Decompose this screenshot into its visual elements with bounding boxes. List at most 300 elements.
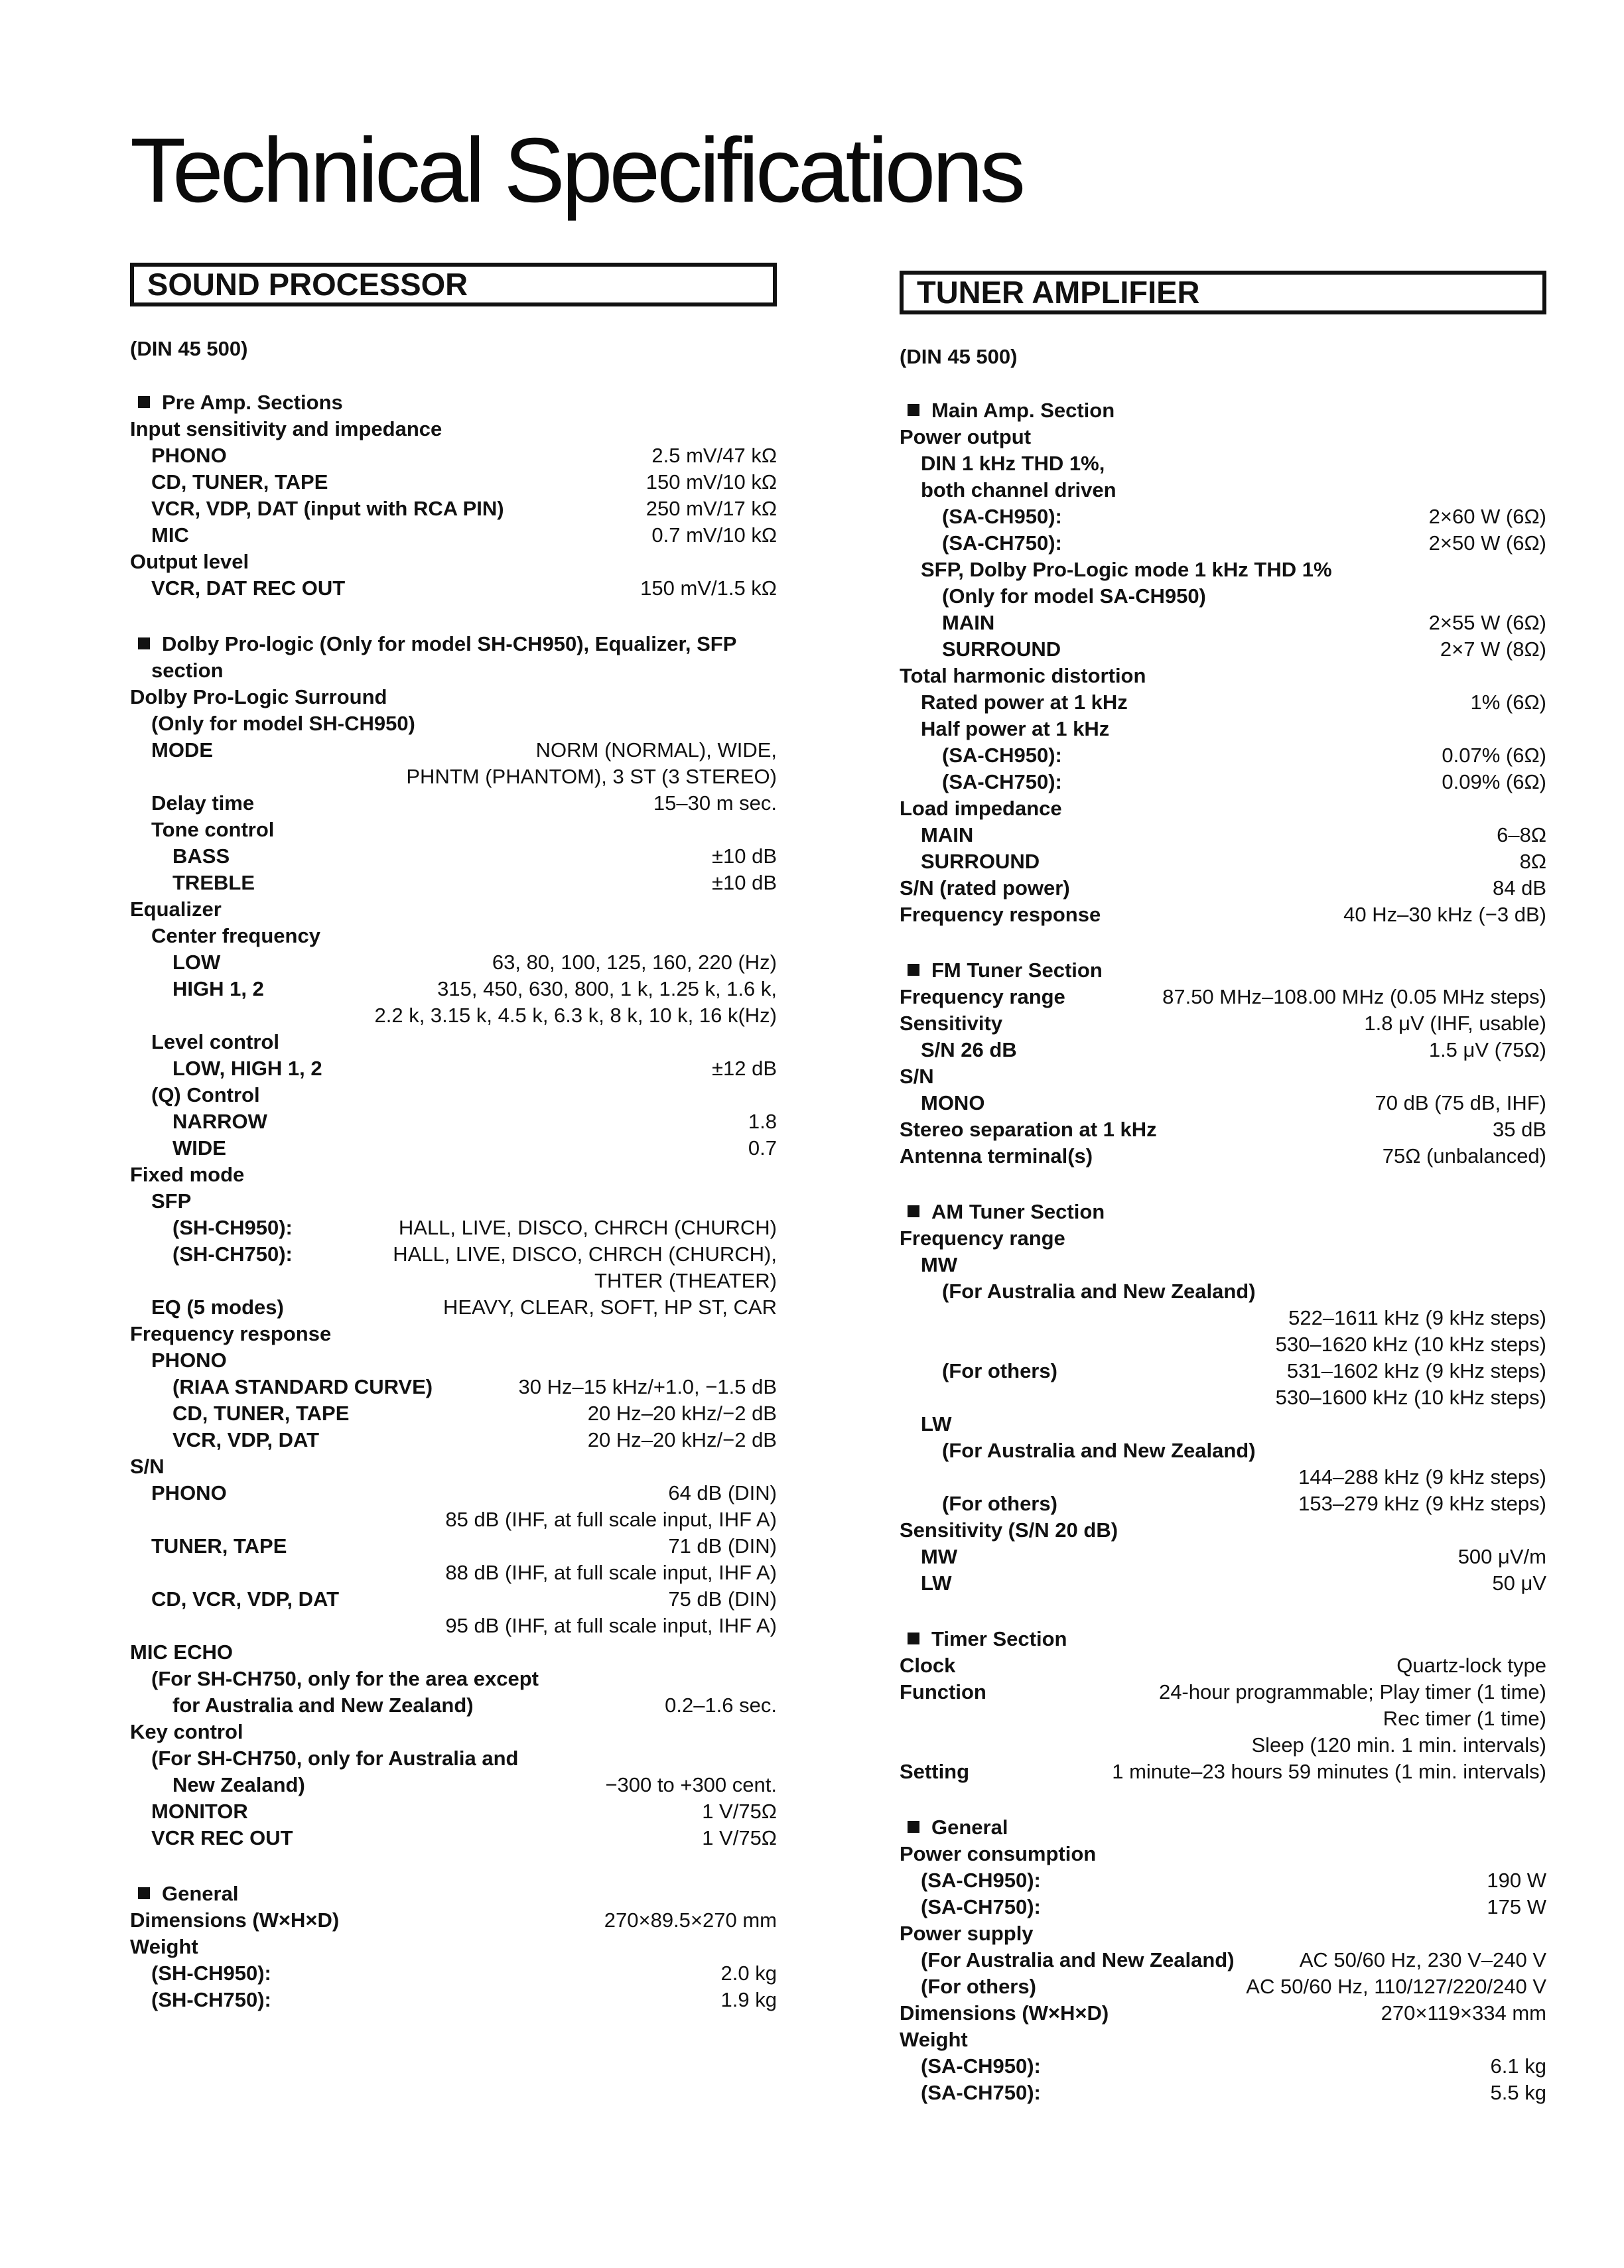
spec-label: (For SH-CH750, only for Australia and	[151, 1747, 519, 1770]
spec-row	[900, 477, 1546, 503]
spec-label: (SA-CH750):	[942, 770, 1062, 793]
spec-label: SURROUND	[921, 850, 1040, 873]
spec-group-title: General	[162, 1882, 239, 1905]
spec-value: 24-hour programmable; Play timer (1 time)	[1158, 1680, 1546, 1703]
spec-label: (SA-CH750):	[921, 1895, 1041, 1918]
spec-label: SFP	[151, 1189, 192, 1213]
spec-value: 0.2–1.6 sec.	[665, 1694, 777, 1717]
spec-label: VCR REC OUT	[151, 1826, 293, 1849]
spec-label: Weight	[130, 1935, 198, 1958]
spec-value: 0.7	[748, 1136, 777, 1160]
spec-value: 1.5 μV (75Ω)	[1428, 1038, 1546, 1061]
spec-group-heading	[900, 1199, 1546, 1225]
spec-label: Power supply	[900, 1922, 1034, 1945]
spec-row	[900, 875, 1546, 901]
spec-row	[130, 1798, 777, 1825]
spec-row	[130, 1241, 777, 1268]
spec-label: NARROW	[172, 1110, 267, 1133]
spec-row	[130, 575, 777, 602]
spec-row	[900, 901, 1546, 928]
spec-row	[130, 684, 777, 710]
spec-label: (For others)	[921, 1975, 1036, 1998]
spec-label: (For others)	[942, 1492, 1057, 1515]
spec-label: S/N (rated power)	[900, 876, 1070, 900]
spec-row	[900, 1464, 1546, 1491]
tuner-amplifier-groups	[900, 397, 1546, 2106]
spec-value: 8Ω	[1519, 850, 1546, 873]
spec-value: HEAVY, CLEAR, SOFT, HP ST, CAR	[442, 1296, 777, 1319]
spec-value: 35 dB	[1492, 1118, 1546, 1141]
spec-label: SFP, Dolby Pro-Logic mode 1 kHz THD 1%	[921, 558, 1332, 581]
spec-row	[900, 1705, 1546, 1732]
spec-label: (RIAA STANDARD CURVE)	[172, 1375, 433, 1398]
spec-row	[130, 790, 777, 817]
spec-label: Dimensions (W×H×D)	[900, 2001, 1109, 2025]
spec-group-title: AM Tuner Section	[931, 1200, 1105, 1223]
spec-value: 315, 450, 630, 800, 1 k, 1.25 k, 1.6 k,	[437, 977, 777, 1000]
spec-label: Sensitivity	[900, 1012, 1003, 1035]
spec-row	[130, 1666, 777, 1692]
spec-row	[900, 1090, 1546, 1116]
spec-row	[900, 1225, 1546, 1252]
spec-row	[130, 1453, 777, 1480]
spec-value: HALL, LIVE, DISCO, CHRCH (CHURCH),	[393, 1242, 777, 1266]
spec-row	[900, 1732, 1546, 1759]
spec-label: LW	[921, 1571, 952, 1595]
spec-row	[900, 848, 1546, 875]
spec-label: DIN 1 kHz THD 1%,	[921, 452, 1105, 475]
spec-value: 0.09% (6Ω)	[1442, 770, 1546, 793]
spec-group-title: FM Tuner Section	[931, 959, 1103, 982]
spec-row	[900, 1570, 1546, 1597]
spec-row	[130, 1560, 777, 1586]
spec-label: LOW	[172, 951, 221, 974]
spec-group-title: Pre Amp. Sections	[162, 391, 343, 414]
spec-value: 2.0 kg	[720, 1962, 777, 1985]
spec-row	[130, 1215, 777, 1241]
spec-label: Half power at 1 kHz	[921, 717, 1110, 740]
spec-row	[900, 1679, 1546, 1705]
spec-value: 250 mV/17 kΩ	[645, 497, 777, 520]
spec-group	[130, 631, 777, 1851]
spec-row	[130, 1639, 777, 1666]
spec-label: Fixed mode	[130, 1163, 245, 1186]
tuner-amplifier-heading: TUNER AMPLIFIER	[900, 271, 1546, 314]
spec-row	[130, 1108, 777, 1135]
sound-processor-column	[130, 263, 777, 2042]
spec-row	[900, 822, 1546, 848]
spec-label: S/N	[900, 1065, 934, 1088]
spec-label: Frequency range	[900, 1227, 1065, 1250]
spec-value: 20 Hz–20 kHz/−2 dB	[587, 1402, 777, 1425]
spec-value: 75Ω (unbalanced)	[1382, 1144, 1546, 1167]
square-bullet-icon	[908, 1633, 919, 1644]
spec-row	[900, 1920, 1546, 1947]
spec-value: 270×119×334 mm	[1381, 2001, 1546, 2025]
spec-row	[900, 1867, 1546, 1894]
spec-value: NORM (NORMAL), WIDE,	[535, 738, 777, 762]
spec-label: Function	[900, 1680, 986, 1703]
spec-label: PHONO	[151, 1481, 227, 1504]
spec-value: 522–1611 kHz (9 kHz steps)	[1288, 1306, 1546, 1329]
spec-label: CD, TUNER, TAPE	[172, 1402, 350, 1425]
spec-label: LW	[921, 1412, 952, 1435]
spec-label: BASS	[172, 844, 230, 868]
spec-row	[130, 549, 777, 575]
spec-value: 2.2 k, 3.15 k, 4.5 k, 6.3 k, 8 k, 10 k, 16 k(Hz)	[374, 1004, 777, 1027]
spec-label: PHONO	[151, 1349, 227, 1372]
spec-label: MODE	[151, 738, 213, 762]
spec-label: Power output	[900, 425, 1032, 448]
spec-value: 1 minute–23 hours 59 minutes (1 min. intervals)	[1112, 1760, 1546, 1783]
spec-row	[900, 2000, 1546, 2027]
spec-row	[900, 2053, 1546, 2080]
spec-group	[900, 1626, 1546, 1785]
spec-group-heading	[900, 957, 1546, 984]
spec-row	[130, 1082, 777, 1108]
spec-label: MONO	[921, 1091, 985, 1114]
page-title: Technical Specifications	[130, 119, 1023, 222]
spec-value: AC 50/60 Hz, 110/127/220/240 V	[1246, 1975, 1546, 1998]
spec-label: (SH-CH950):	[172, 1216, 293, 1239]
spec-row	[900, 1384, 1546, 1411]
spec-value: 15–30 m sec.	[653, 791, 777, 815]
spec-row	[130, 843, 777, 870]
spec-group-heading	[130, 389, 777, 416]
spec-label: Frequency range	[900, 985, 1065, 1008]
spec-row	[900, 450, 1546, 477]
spec-row	[130, 1934, 777, 1960]
spec-value: 1.9 kg	[720, 1988, 777, 2011]
spec-value: 150 mV/1.5 kΩ	[640, 576, 777, 600]
spec-value: 2×7 W (8Ω)	[1440, 637, 1546, 661]
spec-label: Load impedance	[900, 797, 1062, 820]
spec-row	[900, 1491, 1546, 1517]
spec-value: 2.5 mV/47 kΩ	[651, 444, 777, 467]
spec-row	[130, 1427, 777, 1453]
spec-row	[130, 764, 777, 790]
spec-row	[900, 1252, 1546, 1278]
spec-value: 500 μV/m	[1457, 1545, 1546, 1568]
spec-label: MW	[921, 1545, 958, 1568]
spec-label: TREBLE	[172, 871, 255, 894]
spec-row	[130, 737, 777, 764]
spec-row	[130, 1321, 777, 1347]
spec-row	[130, 522, 777, 549]
spec-value: 1 V/75Ω	[702, 1800, 777, 1823]
spec-value: THTER (THEATER)	[594, 1269, 777, 1292]
spec-value: 6–8Ω	[1497, 823, 1546, 846]
spec-row	[130, 416, 777, 442]
spec-row	[900, 984, 1546, 1010]
spec-row	[130, 1772, 777, 1798]
spec-value: 144–288 kHz (9 kHz steps)	[1298, 1465, 1546, 1489]
spec-label: (SA-CH950):	[942, 744, 1062, 767]
spec-row	[130, 1719, 777, 1745]
spec-row	[130, 469, 777, 496]
spec-label: (For Australia and New Zealand)	[942, 1280, 1256, 1303]
spec-label: (SA-CH750):	[942, 531, 1062, 555]
spec-group	[900, 1814, 1546, 2106]
spec-value: 1% (6Ω)	[1470, 691, 1546, 714]
spec-group	[130, 389, 777, 602]
square-bullet-icon	[138, 1887, 150, 1899]
spec-label: for Australia and New Zealand)	[172, 1694, 474, 1717]
spec-label: LOW, HIGH 1, 2	[172, 1057, 322, 1080]
spec-row	[900, 557, 1546, 583]
spec-row	[900, 1437, 1546, 1464]
spec-label: (SH-CH750):	[151, 1988, 271, 2011]
spec-row	[130, 1506, 777, 1533]
spec-label: VCR, VDP, DAT	[172, 1428, 320, 1451]
spec-row	[130, 817, 777, 843]
spec-row	[900, 2027, 1546, 2053]
spec-value: 0.7 mV/10 kΩ	[651, 523, 777, 547]
spec-label: VCR, VDP, DAT (input with RCA PIN)	[151, 497, 504, 520]
spec-value: 95 dB (IHF, at full scale input, IHF A)	[445, 1614, 777, 1637]
spec-row	[130, 976, 777, 1002]
spec-row	[130, 1960, 777, 1987]
spec-row	[130, 1374, 777, 1400]
spec-label: (For others)	[942, 1359, 1057, 1382]
spec-value: 190 W	[1487, 1869, 1546, 1892]
spec-row	[130, 657, 777, 684]
spec-label: WIDE	[172, 1136, 226, 1160]
spec-label: VCR, DAT REC OUT	[151, 576, 346, 600]
spec-label: CD, VCR, VDP, DAT	[151, 1587, 340, 1611]
spec-value: 2×50 W (6Ω)	[1428, 531, 1546, 555]
spec-row	[900, 1278, 1546, 1305]
spec-label: MAIN	[942, 611, 995, 634]
spec-group-title: Dolby Pro-logic (Only for model SH-CH950), Equalizer, SFP	[162, 632, 737, 655]
spec-value: 87.50 MHz–108.00 MHz (0.05 MHz steps)	[1162, 985, 1546, 1008]
spec-label: Dimensions (W×H×D)	[130, 1908, 340, 1932]
spec-label: (Only for model SH-CH950)	[151, 712, 415, 735]
spec-row	[900, 1947, 1546, 1973]
spec-value: AC 50/60 Hz, 230 V–240 V	[1299, 1948, 1546, 1971]
spec-label: S/N	[130, 1455, 165, 1478]
spec-value: 75 dB (DIN)	[668, 1587, 777, 1611]
square-bullet-icon	[908, 1821, 919, 1833]
spec-row	[130, 1162, 777, 1188]
spec-value: 1.8	[748, 1110, 777, 1133]
spec-value: HALL, LIVE, DISCO, CHRCH (CHURCH)	[398, 1216, 777, 1239]
spec-label: Level control	[151, 1030, 279, 1053]
spec-row	[900, 424, 1546, 450]
spec-value: 153–279 kHz (9 kHz steps)	[1298, 1492, 1546, 1515]
spec-value: −300 to +300 cent.	[605, 1773, 777, 1796]
spec-row	[900, 1063, 1546, 1090]
spec-row	[900, 636, 1546, 663]
spec-row	[900, 1973, 1546, 2000]
spec-value: 2×60 W (6Ω)	[1428, 505, 1546, 528]
spec-group-heading	[900, 1626, 1546, 1652]
spec-label: (Only for model SA-CH950)	[942, 584, 1206, 608]
spec-row	[900, 1411, 1546, 1437]
spec-row	[900, 795, 1546, 822]
spec-row	[130, 496, 777, 522]
spec-value: 88 dB (IHF, at full scale input, IHF A)	[445, 1561, 777, 1584]
spec-label: Frequency response	[900, 903, 1101, 926]
spec-label: MW	[921, 1253, 958, 1276]
spec-row	[130, 1692, 777, 1719]
spec-label: both channel driven	[921, 478, 1116, 501]
spec-label: (Q) Control	[151, 1083, 260, 1106]
spec-row	[900, 1841, 1546, 1867]
spec-value: 6.1 kg	[1490, 2054, 1546, 2078]
spec-label: Output level	[130, 550, 249, 573]
spec-label: section	[151, 659, 224, 682]
spec-row	[900, 1652, 1546, 1679]
spec-value: 530–1620 kHz (10 kHz steps)	[1275, 1333, 1546, 1356]
spec-row	[130, 1825, 777, 1851]
spec-label: (For SH-CH750, only for the area except	[151, 1667, 539, 1690]
sound-processor-standard: (DIN 45 500)	[130, 337, 248, 360]
spec-label: MAIN	[921, 823, 974, 846]
spec-row	[130, 1533, 777, 1560]
spec-label: Equalizer	[130, 898, 222, 921]
spec-group-title: Main Amp. Section	[931, 399, 1115, 422]
spec-value: 70 dB (75 dB, IHF)	[1375, 1091, 1546, 1114]
spec-label: Weight	[900, 2028, 968, 2051]
square-bullet-icon	[138, 637, 150, 649]
spec-row	[130, 1055, 777, 1082]
spec-row	[900, 1894, 1546, 1920]
spec-label: Stereo separation at 1 kHz	[900, 1118, 1157, 1141]
spec-row	[130, 1135, 777, 1162]
spec-value: 530–1600 kHz (10 kHz steps)	[1275, 1386, 1546, 1409]
spec-row	[900, 1759, 1546, 1785]
square-bullet-icon	[138, 396, 150, 408]
spec-label: Setting	[900, 1760, 970, 1783]
spec-label: PHONO	[151, 444, 227, 467]
spec-row	[130, 870, 777, 896]
spec-value: Rec timer (1 time)	[1383, 1707, 1546, 1730]
spec-group-heading	[130, 1881, 777, 1907]
spec-row	[900, 1358, 1546, 1384]
spec-label: (For Australia and New Zealand)	[942, 1439, 1256, 1462]
spec-row	[900, 689, 1546, 716]
spec-label: Input sensitivity and impedance	[130, 417, 442, 440]
spec-label: (SA-CH950):	[921, 2054, 1041, 2078]
spec-value: ±10 dB	[711, 871, 777, 894]
spec-label: Rated power at 1 kHz	[921, 691, 1128, 714]
spec-label: Sensitivity (S/N 20 dB)	[900, 1518, 1118, 1542]
spec-value: Sleep (120 min. 1 min. intervals)	[1251, 1733, 1546, 1757]
spec-label: (SA-CH950):	[921, 1869, 1041, 1892]
spec-group-heading	[900, 397, 1546, 424]
spec-value: 63, 80, 100, 125, 160, 220 (Hz)	[492, 951, 777, 974]
spec-row	[130, 1029, 777, 1055]
spec-value: 0.07% (6Ω)	[1442, 744, 1546, 767]
spec-label: (SA-CH950):	[942, 505, 1062, 528]
spec-row	[130, 1613, 777, 1639]
spec-row	[900, 1143, 1546, 1169]
spec-group-heading	[900, 1814, 1546, 1841]
spec-label: TUNER, TAPE	[151, 1534, 287, 1558]
spec-group	[900, 957, 1546, 1169]
spec-value: 1 V/75Ω	[702, 1826, 777, 1849]
spec-row	[130, 1268, 777, 1294]
spec-row	[130, 1987, 777, 2013]
spec-row	[900, 1010, 1546, 1037]
spec-row	[130, 1188, 777, 1215]
spec-value: 85 dB (IHF, at full scale input, IHF A)	[445, 1508, 777, 1531]
spec-row	[130, 949, 777, 976]
spec-label: Tone control	[151, 818, 275, 841]
spec-label: MONITOR	[151, 1800, 248, 1823]
spec-row	[900, 1305, 1546, 1331]
spec-row	[130, 1907, 777, 1934]
spec-label: Key control	[130, 1720, 243, 1743]
spec-label: MIC ECHO	[130, 1640, 233, 1664]
spec-group	[900, 1199, 1546, 1597]
spec-label: (SH-CH950):	[151, 1962, 271, 1985]
spec-row	[900, 503, 1546, 530]
spec-value: 150 mV/10 kΩ	[645, 470, 777, 494]
spec-value: 5.5 kg	[1490, 2081, 1546, 2104]
spec-value: PHNTM (PHANTOM), 3 ST (3 STEREO)	[406, 765, 777, 788]
spec-row	[130, 1745, 777, 1772]
spec-row	[900, 1037, 1546, 1063]
spec-label: (For Australia and New Zealand)	[921, 1948, 1235, 1971]
spec-value: 531–1602 kHz (9 kHz steps)	[1286, 1359, 1546, 1382]
spec-value: 30 Hz–15 kHz/+1.0, −1.5 dB	[518, 1375, 777, 1398]
spec-row	[130, 923, 777, 949]
spec-value: 84 dB	[1492, 876, 1546, 900]
square-bullet-icon	[908, 964, 919, 976]
spec-value: 71 dB (DIN)	[668, 1534, 777, 1558]
spec-row	[130, 1480, 777, 1506]
spec-row	[900, 716, 1546, 742]
spec-row	[900, 1331, 1546, 1358]
tuner-amplifier-standard: (DIN 45 500)	[900, 345, 1018, 368]
spec-label: Dolby Pro-Logic Surround	[130, 685, 387, 708]
spec-label: SURROUND	[942, 637, 1061, 661]
spec-label: MIC	[151, 523, 189, 547]
spec-row	[900, 742, 1546, 769]
spec-label: (SA-CH750):	[921, 2081, 1041, 2104]
spec-row	[900, 1544, 1546, 1570]
spec-value: ±12 dB	[711, 1057, 777, 1080]
sound-processor-heading: SOUND PROCESSOR	[130, 263, 777, 306]
spec-label: S/N 26 dB	[921, 1038, 1017, 1061]
spec-row	[130, 442, 777, 469]
spec-row	[130, 1294, 777, 1321]
spec-label: Center frequency	[151, 924, 320, 947]
spec-value: 64 dB (DIN)	[668, 1481, 777, 1504]
square-bullet-icon	[908, 404, 919, 416]
spec-row	[900, 769, 1546, 795]
spec-group-title: Timer Section	[931, 1627, 1067, 1650]
spec-row	[130, 1400, 777, 1427]
spec-value: 1.8 μV (IHF, usable)	[1364, 1012, 1546, 1035]
spec-label: Delay time	[151, 791, 255, 815]
spec-label: Power consumption	[900, 1842, 1097, 1865]
spec-row	[130, 710, 777, 737]
spec-value: 20 Hz–20 kHz/−2 dB	[587, 1428, 777, 1451]
spec-label: New Zealand)	[172, 1773, 305, 1796]
spec-row	[130, 1586, 777, 1613]
spec-value: Quartz-lock type	[1396, 1654, 1546, 1677]
spec-label: Total harmonic distortion	[900, 664, 1146, 687]
spec-row	[130, 1002, 777, 1029]
spec-row	[900, 2080, 1546, 2106]
spec-group	[130, 1881, 777, 2013]
spec-group	[900, 397, 1546, 928]
spec-label: EQ (5 modes)	[151, 1296, 284, 1319]
spec-row	[130, 896, 777, 923]
